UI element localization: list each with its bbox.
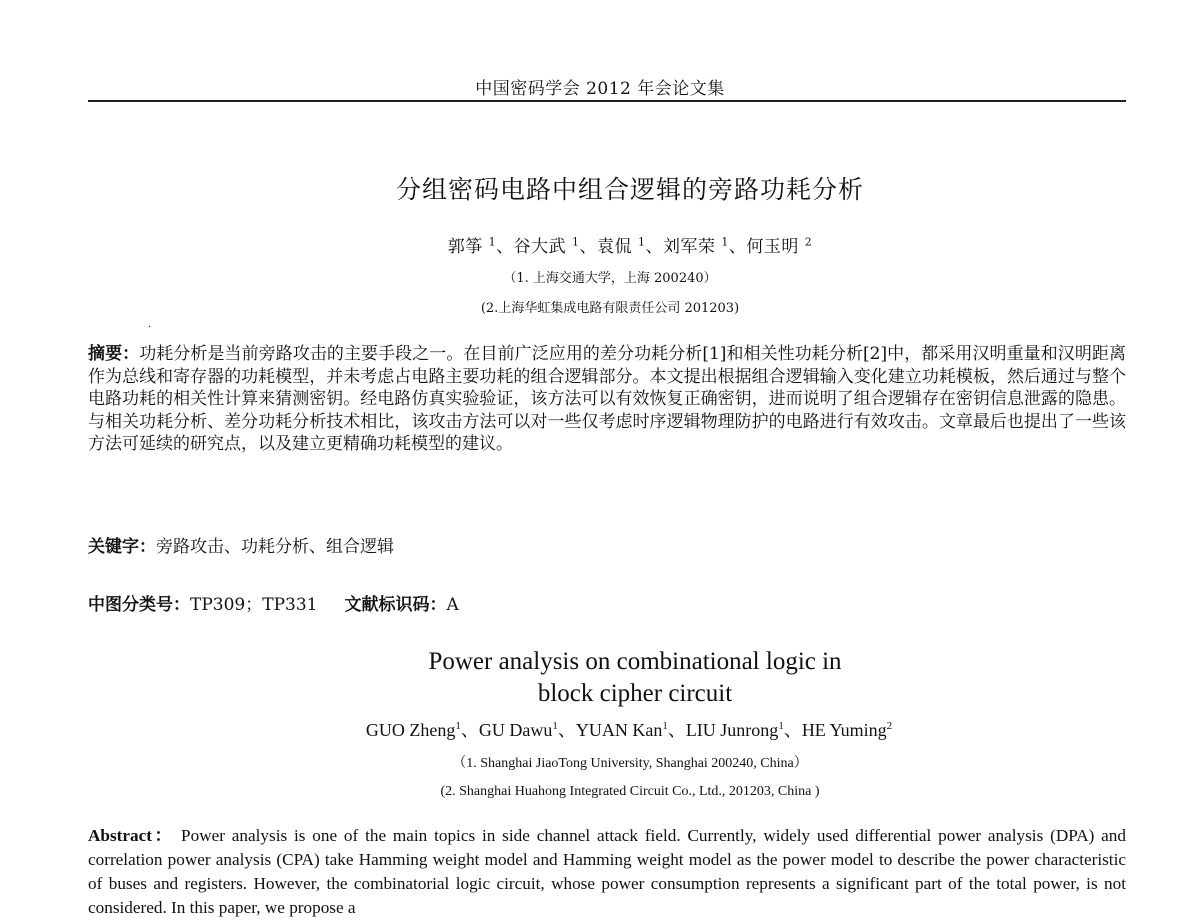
author-separator: 、: [557, 720, 576, 740]
author-affiliation-mark: 1: [572, 235, 580, 249]
keywords-text: 旁路攻击、功耗分析、组合逻辑: [156, 537, 394, 557]
chinese-abstract: [88, 343, 1126, 456]
author-name: 袁侃: [597, 237, 633, 257]
author-affiliation-mark: 1: [778, 720, 784, 732]
keywords-label: 关键字：: [88, 537, 156, 557]
english-authors: [0, 716, 1200, 742]
author-name: GUO Zheng: [365, 720, 456, 740]
chinese-abstract-text: 功耗分析是当前旁路攻击的主要手段之一。在目前广泛应用的差分功耗分析[1]和相关性功耗分析[2]中，都采用汉明重量和汉明距离作为总线和寄存器的功耗模型，并未考虑占电路主要功耗的组合逻辑部分。本文提出根据组合逻辑输入变化建立功耗模板，然后通过与整个电路功耗的相关性计算来猜测密钥。经电路仿真实验验证，该方法可以有效恢复正确密钥，进而说明了组合逻辑存在密钥信息泄露的隐患。与相关功耗分析、差分功耗分析技术相比，该攻击方法可以对一些仅考虑时序逻辑物理防护的电路进行有效攻击。文章最后也提出了一些该方法可延续的研究点，以及建立更精确功耗模型的建议。: [88, 344, 1126, 455]
english-title-line-1: Power analysis on combinational logic in: [428, 648, 842, 675]
english-affiliation-1: （1. Shanghai JiaoTong University, Shanghai 200240, China）: [452, 756, 808, 771]
classification-text: TP309；TP331: [190, 595, 318, 615]
running-header: 中国密码学会 2012 年会论文集: [475, 79, 725, 99]
english-title-line-2: block cipher circuit: [537, 680, 733, 707]
chinese-abstract-label: 摘要：: [88, 344, 140, 364]
author-affiliation-mark: 2: [886, 720, 893, 732]
document-code-label: 文献标识码：: [344, 595, 447, 615]
chinese-keywords: [88, 532, 394, 557]
document-code-text: A: [446, 595, 459, 615]
author-affiliation-mark: 1: [455, 720, 461, 732]
author-name: 郭筝: [447, 237, 483, 257]
author-separator: 、: [667, 720, 686, 740]
author-affiliation-mark: 1: [552, 720, 558, 732]
author-separator: 、: [496, 237, 514, 257]
classification-label: 中图分类号：: [88, 595, 190, 615]
classification-line: [88, 590, 459, 615]
author-name: YUAN Kan: [575, 720, 663, 740]
chinese-affiliation-1: （1. 上海交通大学，上海 200240）: [503, 271, 717, 286]
author-affiliation-mark: 1: [662, 720, 668, 732]
author-name: GU Dawu: [478, 720, 553, 740]
author-name: 刘军荣: [662, 237, 716, 257]
header-rule: [88, 100, 1126, 102]
chinese-title: 分组密码电路中组合逻辑的旁路功耗分析: [395, 175, 864, 204]
english-abstract-label: Abstract：: [88, 826, 175, 845]
author-separator: 、: [728, 237, 747, 257]
author-separator: 、: [645, 237, 663, 257]
english-affiliation-2: (2. Shanghai Huahong Integrated Circuit Co., Ltd., 201203, China ): [440, 784, 820, 799]
author-affiliation-mark: 1: [488, 235, 497, 249]
english-abstract-text: Power analysis is one of the main topics in side channel attack field. Currently, widely used differential power analysis (DPA) and correlation power analysis (CPA) take Hamming weight model and Hamming weight model as the power model to describe the power characteristic of buses and registers. However, the combinatorial logic circuit, whose power consumption represents a significant part of the total power, is not considered. In this paper, we propose a: [88, 826, 1126, 917]
author-affiliation-mark: 2: [804, 235, 813, 249]
author-separator: 、: [579, 237, 598, 257]
author-name: HE Yuming: [801, 720, 887, 740]
english-title: [0, 646, 1200, 710]
chinese-affiliation-2: (2.上海华虹集成电路有限责任公司 201203): [480, 301, 740, 316]
english-abstract: [88, 824, 1126, 920]
author-name: 谷大武: [513, 237, 567, 257]
author-affiliation-mark: 1: [721, 235, 729, 249]
chinese-authors: [0, 232, 1200, 257]
author-name: LIU Junrong: [685, 720, 779, 740]
author-separator: 、: [783, 720, 802, 740]
stray-dot: ·: [148, 322, 152, 333]
author-affiliation-mark: 1: [637, 235, 646, 249]
author-separator: 、: [460, 720, 479, 740]
author-name: 何玉明: [746, 237, 799, 257]
